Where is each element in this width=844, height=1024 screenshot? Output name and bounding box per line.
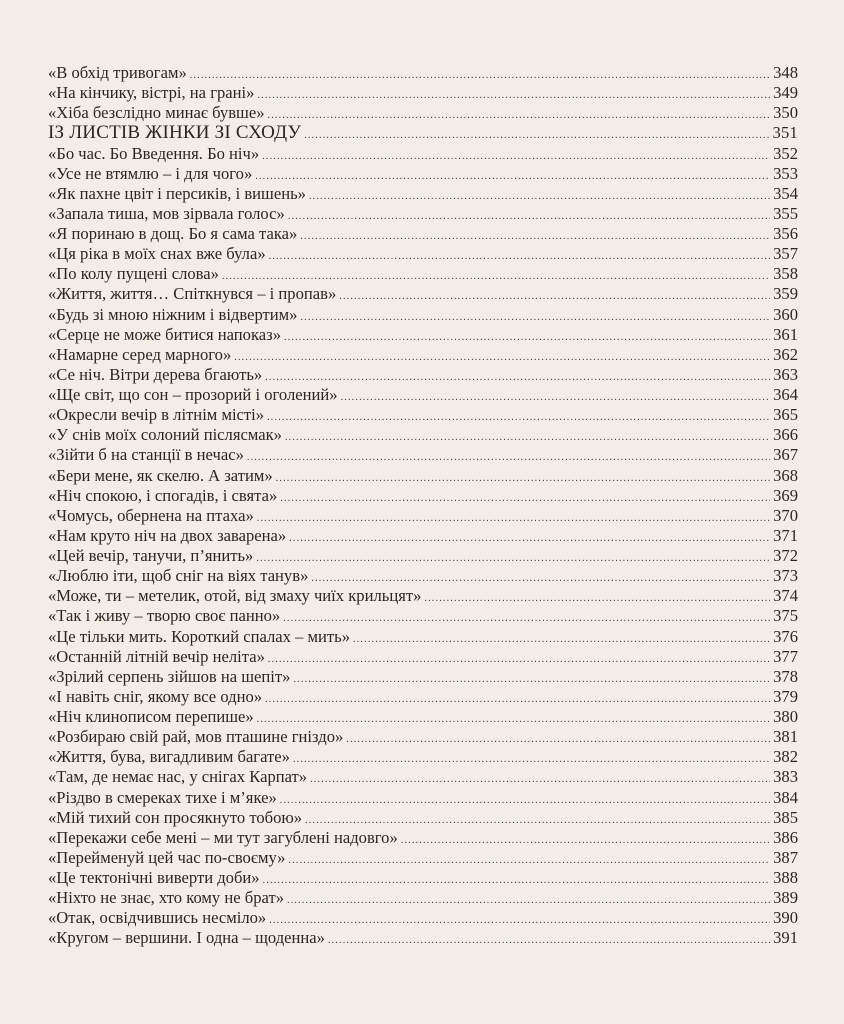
toc-entry-title: «Серце не може битися напоказ» xyxy=(48,324,281,344)
dot-leader xyxy=(257,86,770,106)
dot-leader xyxy=(268,650,770,670)
toc-entry-title: «Будь зі мною ніжним і відвертим» xyxy=(48,304,298,324)
toc-entry xyxy=(48,103,798,123)
toc-entry-page-number: 391 xyxy=(773,928,798,948)
toc-entry xyxy=(48,466,798,486)
toc-entry xyxy=(48,506,798,526)
toc-entry xyxy=(48,727,798,747)
toc-entry xyxy=(48,848,798,868)
dot-leader xyxy=(268,106,771,126)
toc-entry-title: «Ніхто не знає, хто кому не брат» xyxy=(48,888,284,908)
dot-leader xyxy=(424,589,770,609)
toc-entry xyxy=(48,788,798,808)
dot-leader xyxy=(341,388,771,408)
toc-entry-title: «Окресли вечір в літнім місті» xyxy=(48,405,265,425)
dot-leader xyxy=(265,690,770,710)
dot-leader xyxy=(304,126,769,146)
toc-entry-title: «Ця ріка в моїх снах вже була» xyxy=(48,244,266,264)
toc-entry-title: «Зійти б на станції в нечас» xyxy=(48,445,244,465)
toc-entry-title: «Се ніч. Вітри дерева бгають» xyxy=(48,364,263,384)
dot-leader xyxy=(284,328,770,348)
toc-entry-page-number: 373 xyxy=(773,566,798,586)
toc-entry-title: «Життя, життя… Спіткнувся – і пропав» xyxy=(48,284,337,304)
toc-entry-page-number: 356 xyxy=(773,224,798,243)
toc-entry xyxy=(48,606,798,626)
toc-entry xyxy=(48,224,798,244)
dot-leader xyxy=(265,368,770,388)
toc-entry xyxy=(48,184,798,204)
toc-entry-title: «Там, де немає нас, у снігах Карпат» xyxy=(48,767,308,787)
toc-entry-title: «У снів моїх солоний післясмак» xyxy=(48,425,282,445)
toc-entry xyxy=(48,747,798,767)
toc-entry xyxy=(48,345,798,365)
toc-entry-page-number: 359 xyxy=(773,284,798,304)
toc-entry xyxy=(48,767,798,787)
dot-leader xyxy=(269,911,770,931)
toc-entry-title: «Ще світ, що сон – прозорий і оголений» xyxy=(48,385,338,404)
toc-entry-title: «Усе не втямлю – і для чого» xyxy=(48,163,253,183)
dot-leader xyxy=(267,408,770,428)
toc-entry-page-number: 387 xyxy=(773,847,798,867)
toc-entry xyxy=(48,667,798,687)
toc-entry-title: «В обхід тривогам» xyxy=(48,63,187,82)
toc-entry-page-number: 382 xyxy=(773,747,798,767)
toc-entry xyxy=(48,144,798,164)
dot-leader xyxy=(300,227,770,247)
toc-entry-page-number: 376 xyxy=(773,626,798,646)
toc-entry-page-number: 378 xyxy=(773,666,798,686)
toc-entry xyxy=(48,928,798,948)
toc-entry-page-number: 363 xyxy=(773,364,798,384)
dot-leader xyxy=(263,871,771,891)
toc-entry-page-number: 379 xyxy=(773,686,798,706)
toc-entry xyxy=(48,526,798,546)
dot-leader xyxy=(401,831,770,851)
dot-leader xyxy=(293,670,770,690)
toc-entry-page-number: 355 xyxy=(773,203,798,223)
toc-entry-page-number: 361 xyxy=(773,324,798,344)
toc-entry-title: «Намарне серед марного» xyxy=(48,344,232,364)
toc-entry-title: «Так і живу – творю своє панно» xyxy=(48,606,281,626)
dot-leader xyxy=(310,770,770,790)
dot-leader xyxy=(309,187,770,207)
toc-entry-page-number: 390 xyxy=(773,908,798,928)
toc-entry xyxy=(48,687,798,707)
toc-entry xyxy=(48,868,798,888)
toc-entry xyxy=(48,627,798,647)
dot-leader xyxy=(276,469,770,489)
toc-entry xyxy=(48,204,798,224)
toc-entry xyxy=(48,305,798,325)
toc-entry xyxy=(48,908,798,928)
toc-entry-title: «Кругом – вершини. І одна – щоденна» xyxy=(48,928,325,948)
toc-entry-page-number: 354 xyxy=(773,183,798,203)
toc-entry-title: «Як пахне цвіт і персиків, і вишень» xyxy=(48,183,306,203)
toc-entry-page-number: 358 xyxy=(773,264,798,284)
toc-entry-title: «Мій тихий сон просякнуто тобою» xyxy=(48,807,303,827)
toc-entry-page-number: 370 xyxy=(773,505,798,525)
dot-leader xyxy=(328,931,770,951)
toc-entry-title: «Ніч клинописом перепише» xyxy=(48,707,254,726)
toc-entry-page-number: 374 xyxy=(773,586,798,606)
toc-entry-title: «Я поринаю в дощ. Бо я сама така» xyxy=(48,224,298,243)
toc-entry-title: «Цей вечір, танучи, п’янить» xyxy=(48,546,254,565)
table-of-contents xyxy=(48,63,798,949)
toc-entry-page-number: 348 xyxy=(773,63,798,82)
toc-entry-page-number: 366 xyxy=(773,425,798,445)
toc-entry-page-number: 381 xyxy=(773,727,798,747)
toc-entry-title: «Життя, бува, вигадливим багате» xyxy=(48,747,290,767)
toc-entry xyxy=(48,566,798,586)
toc-entry-title: «Хіба безслідно минає бувше» xyxy=(48,103,265,123)
toc-entry-title: «Останній літній вечір неліта» xyxy=(48,646,265,666)
toc-entry-title: «Отак, освідчившись несміло» xyxy=(48,908,267,928)
toc-entry-page-number: 353 xyxy=(773,163,798,183)
dot-leader xyxy=(280,489,770,509)
dot-leader xyxy=(339,287,770,307)
toc-entry xyxy=(48,546,798,566)
dot-leader xyxy=(256,549,770,569)
dot-leader xyxy=(190,66,770,86)
toc-entry-page-number: 364 xyxy=(773,385,798,404)
toc-entry-title: «Це тільки мить. Короткий спалах – мить» xyxy=(48,626,351,646)
toc-entry-title: «Бо час. Бо Введення. Бо ніч» xyxy=(48,143,260,163)
toc-entry-title: ІЗ ЛИСТІВ ЖІНКИ ЗІ СХОДУ xyxy=(48,122,302,144)
toc-entry xyxy=(48,365,798,385)
dot-leader xyxy=(280,791,770,811)
toc-entry-page-number: 362 xyxy=(773,344,798,364)
toc-entry-page-number: 360 xyxy=(773,304,798,324)
toc-entry-page-number: 383 xyxy=(773,767,798,787)
dot-leader xyxy=(288,851,770,871)
toc-entry-page-number: 368 xyxy=(773,465,798,485)
toc-entry-title: «Може, ти – метелик, отой, від змаху чиїх крильцят» xyxy=(48,586,422,606)
dot-leader xyxy=(287,891,770,911)
dot-leader xyxy=(269,247,770,267)
dot-leader xyxy=(255,167,770,187)
toc-entry-page-number: 365 xyxy=(773,405,798,425)
toc-entry-title: «Перейменуй цей час по-своєму» xyxy=(48,847,286,867)
toc-entry-title: «Розбираю свій рай, мов пташине гніздо» xyxy=(48,727,344,747)
toc-entry-page-number: 375 xyxy=(773,606,798,626)
toc-entry-title: «Нам круто ніч на двох заварена» xyxy=(48,525,287,545)
toc-entry-title: «На кінчику, вістрі, на грані» xyxy=(48,83,255,103)
toc-entry-page-number: 357 xyxy=(773,244,798,264)
toc-entry-page-number: 385 xyxy=(773,807,798,827)
dot-leader xyxy=(257,509,770,529)
toc-section-heading xyxy=(48,123,798,143)
toc-entry-title: «І навіть сніг, якому все одно» xyxy=(48,686,263,706)
toc-entry xyxy=(48,586,798,606)
toc-entry xyxy=(48,244,798,264)
toc-entry-page-number: 369 xyxy=(773,485,798,505)
toc-entry xyxy=(48,405,798,425)
toc-entry-title: «Запала тиша, мов зірвала голос» xyxy=(48,203,285,223)
toc-entry xyxy=(48,284,798,304)
toc-entry xyxy=(48,164,798,184)
toc-entry xyxy=(48,425,798,445)
toc-entry-title: «Бери мене, як скелю. А затим» xyxy=(48,465,273,485)
toc-entry xyxy=(48,264,798,284)
toc-entry xyxy=(48,385,798,405)
toc-entry-page-number: 367 xyxy=(773,445,798,465)
toc-entry-title: «Ніч спокою, і спогадів, і свята» xyxy=(48,485,278,505)
toc-entry xyxy=(48,83,798,103)
toc-entry xyxy=(48,325,798,345)
toc-entry xyxy=(48,808,798,828)
toc-entry-page-number: 389 xyxy=(773,888,798,908)
toc-entry-title: «Це тектонічні виверти доби» xyxy=(48,868,260,887)
dot-leader xyxy=(293,750,770,770)
toc-entry-page-number: 351 xyxy=(772,123,798,143)
toc-entry-title: «Зрілий серпень зійшов на шепіт» xyxy=(48,666,291,686)
toc-entry-page-number: 384 xyxy=(773,787,798,807)
toc-entry-page-number: 349 xyxy=(773,83,798,103)
toc-entry xyxy=(48,828,798,848)
toc-entry-title: «Люблю іти, щоб сніг на віях танув» xyxy=(48,566,309,586)
toc-entry xyxy=(48,486,798,506)
toc-entry xyxy=(48,445,798,465)
dot-leader xyxy=(288,207,770,227)
dot-leader xyxy=(285,428,770,448)
toc-entry-page-number: 352 xyxy=(773,143,798,163)
toc-entry-title: «Різдво в смереках тихе і м’яке» xyxy=(48,787,277,807)
toc-entry-title: «Чомусь, обернена на птаха» xyxy=(48,505,254,525)
toc-entry-page-number: 371 xyxy=(773,525,798,545)
dot-leader xyxy=(247,448,770,468)
toc-entry-page-number: 388 xyxy=(773,868,798,887)
toc-entry-title: «По колу пущені слова» xyxy=(48,264,219,284)
toc-entry-page-number: 380 xyxy=(773,707,798,726)
toc-entry-page-number: 377 xyxy=(773,646,798,666)
toc-entry xyxy=(48,888,798,908)
dot-leader xyxy=(283,609,770,629)
dot-leader xyxy=(234,348,770,368)
toc-entry-page-number: 386 xyxy=(773,827,798,847)
dot-leader xyxy=(300,308,770,328)
toc-entry xyxy=(48,707,798,727)
dot-leader xyxy=(353,630,770,650)
dot-leader xyxy=(289,529,770,549)
dot-leader xyxy=(346,730,770,750)
toc-entry-page-number: 372 xyxy=(773,546,798,565)
dot-leader xyxy=(262,147,770,167)
toc-entry xyxy=(48,63,798,83)
toc-entry-title: «Перекажи себе мені – ми тут загублені надовго» xyxy=(48,827,398,847)
toc-entry-page-number: 350 xyxy=(773,103,798,123)
toc-entry xyxy=(48,647,798,667)
